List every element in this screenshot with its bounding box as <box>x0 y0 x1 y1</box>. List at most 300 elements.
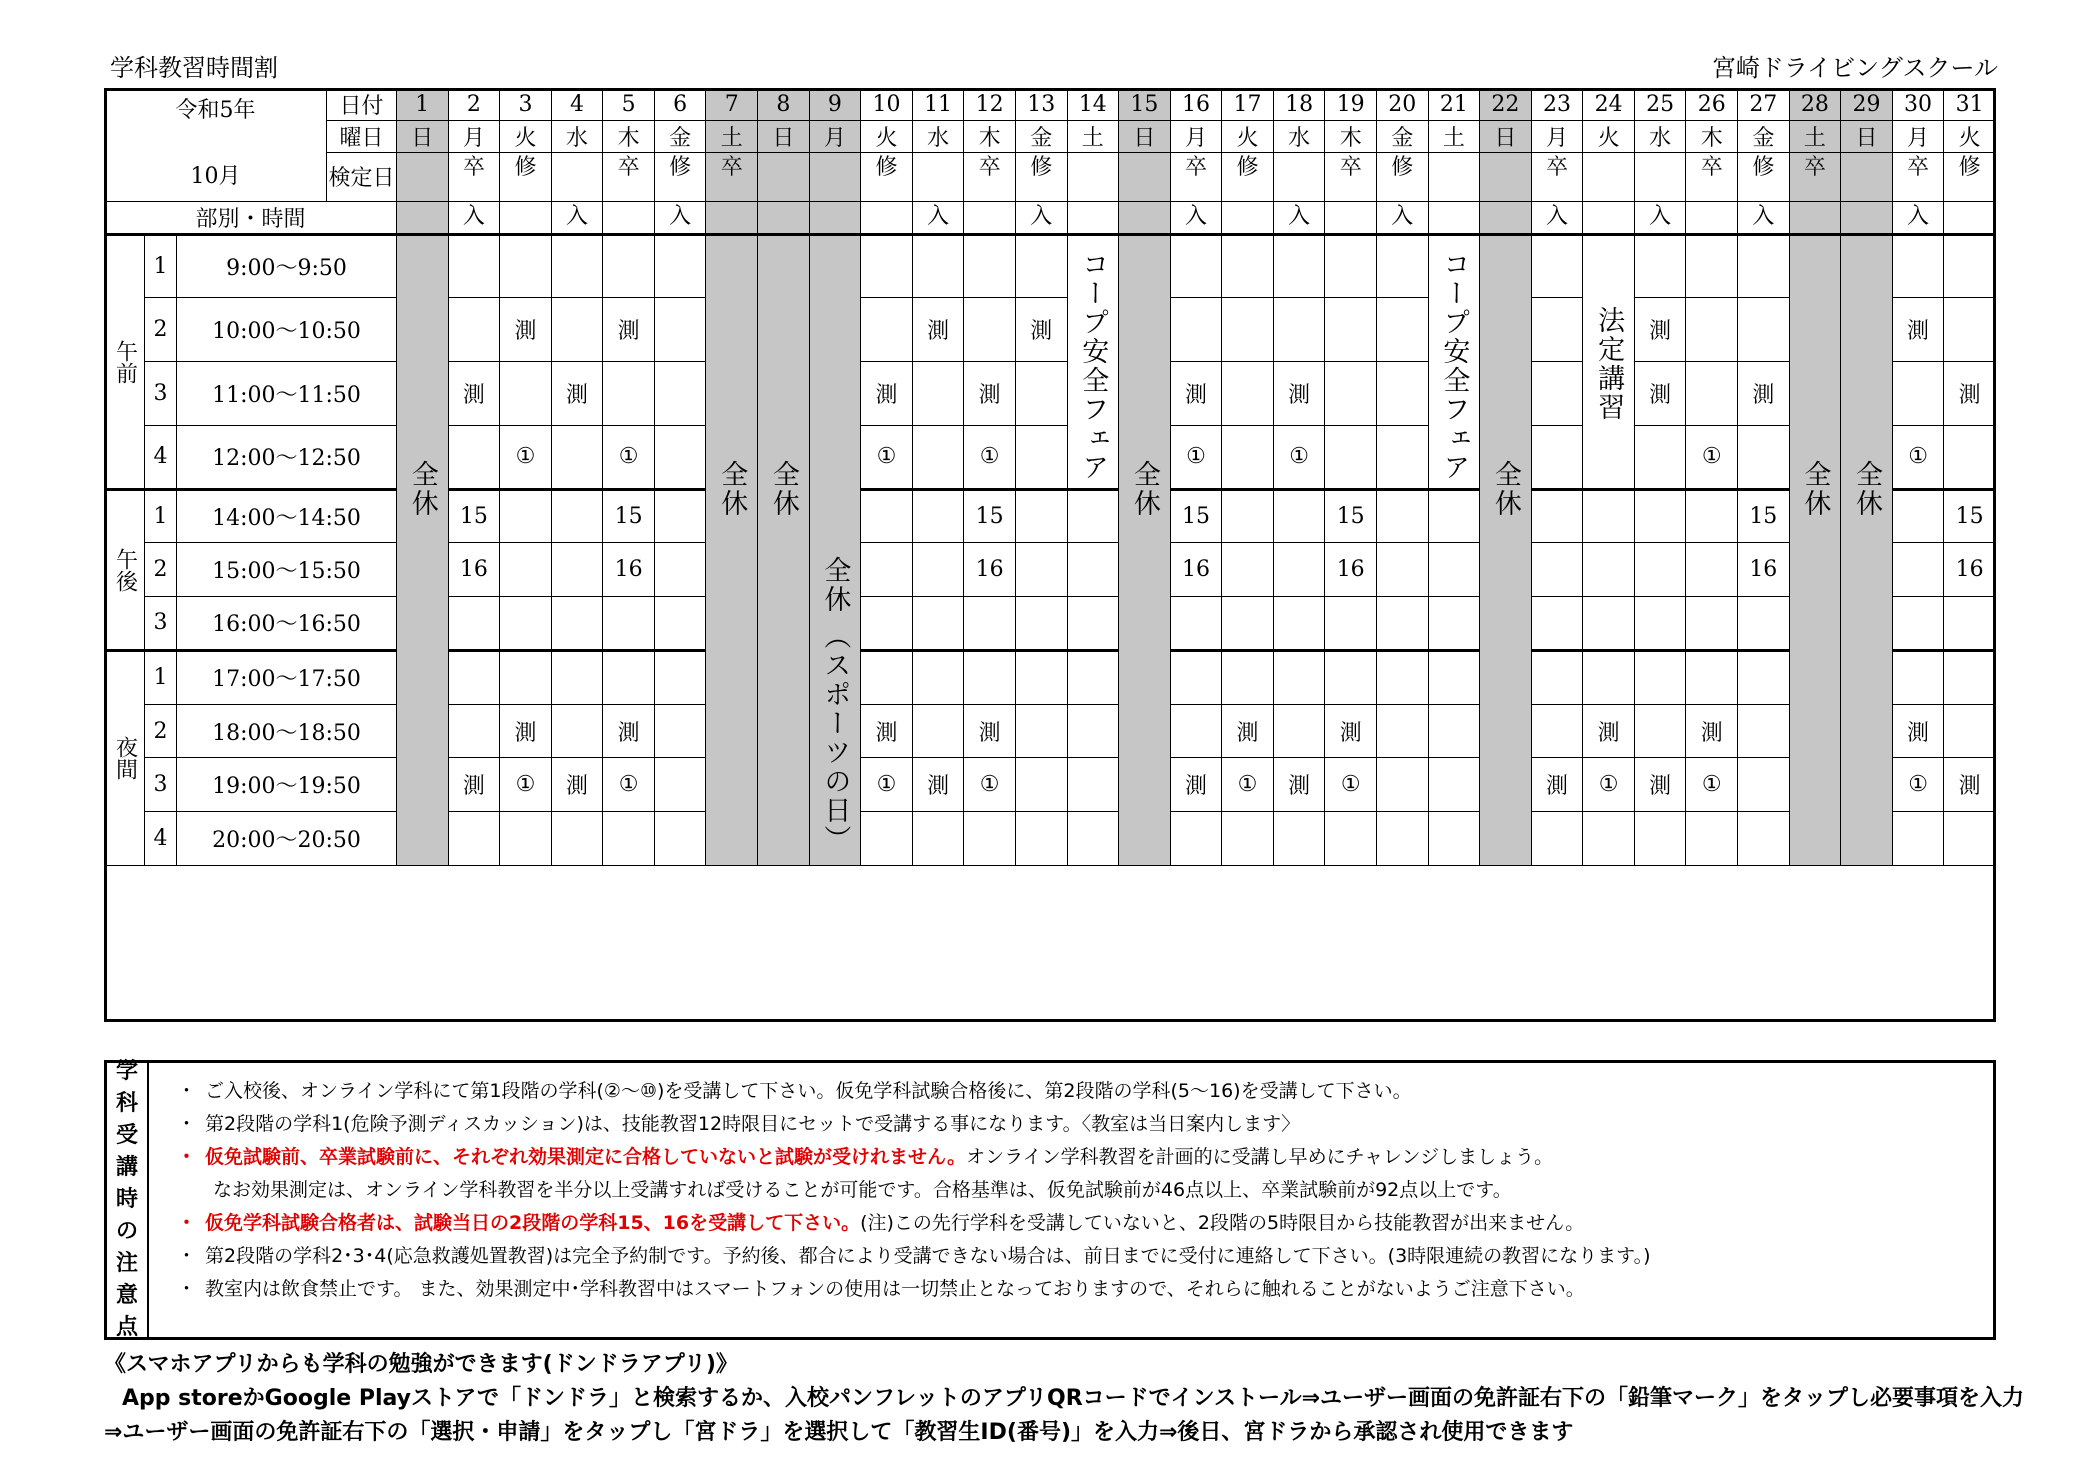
lesson-cell: 測 <box>1634 298 1686 362</box>
day-number: 18 <box>1273 89 1325 121</box>
lesson-cell <box>1892 362 1944 426</box>
lesson-cell <box>1944 597 1996 651</box>
lesson-cell <box>1170 298 1222 362</box>
lesson-cell: 測 <box>964 704 1016 758</box>
lesson-cell <box>500 362 552 426</box>
lesson-cell <box>603 234 655 298</box>
lesson-cell: 測 <box>500 298 552 362</box>
lesson-cell <box>1428 704 1480 758</box>
lesson-cell <box>861 597 913 651</box>
exam-mark-top: 卒 <box>964 153 1016 202</box>
lesson-cell <box>1170 234 1222 298</box>
lesson-cell <box>1015 650 1067 704</box>
lesson-cell <box>603 362 655 426</box>
lesson-cell: ① <box>964 758 1016 812</box>
lesson-cell <box>654 812 706 866</box>
lesson-cell <box>1634 425 1686 489</box>
note-item: なお効果測定は、オンライン学科教習を半分以上受講すれば受けることが可能です。合格基準は、仮免試験前が46点以上、卒業試験前が92点以上です。 <box>213 1179 1512 1201</box>
lesson-cell: 測 <box>551 758 603 812</box>
lesson-cell: 15 <box>603 489 655 543</box>
lesson-cell <box>1376 812 1428 866</box>
lesson-cell <box>1015 425 1067 489</box>
weekday: 水 <box>551 121 603 153</box>
lesson-cell: 測 <box>1583 704 1635 758</box>
lesson-cell <box>1531 425 1583 489</box>
lesson-cell: 測 <box>912 298 964 362</box>
exam-mark-top <box>397 153 449 202</box>
lesson-cell <box>912 704 964 758</box>
coop-fair-column <box>1067 234 1119 489</box>
lesson-cell <box>1738 650 1790 704</box>
note-item: ・ 教室内は飲食禁止です。 また、効果測定中･学科教習中はスマートフォンの使用は一切禁止となっておりますので、それらに触れることがないようご注意下さい。 <box>177 1278 1585 1300</box>
lesson-cell <box>1376 597 1428 651</box>
day-number: 26 <box>1686 89 1738 121</box>
notes-side-char: 注 <box>115 1251 138 1276</box>
lesson-cell <box>1892 650 1944 704</box>
lesson-cell <box>654 362 706 426</box>
lesson-cell <box>1015 758 1067 812</box>
lesson-cell: ① <box>1892 425 1944 489</box>
lesson-cell <box>1222 425 1274 489</box>
lesson-cell <box>1376 298 1428 362</box>
lesson-cell <box>1686 543 1738 597</box>
exam-mark-bottom: 入 <box>1892 201 1944 234</box>
weekday: 金 <box>1376 121 1428 153</box>
lesson-cell: 16 <box>1170 543 1222 597</box>
lesson-cell <box>1376 704 1428 758</box>
lesson-cell <box>861 298 913 362</box>
lesson-cell <box>1015 489 1067 543</box>
note-item: ・ 仮免学科試験合格者は、試験当日の2段階の学科15、16を受講して下さい。(注)この先行学科を受講していないと、2段階の5時限目から技能教習が出来ません。 <box>177 1212 1585 1234</box>
legal-course-label: 法定講習 <box>1593 305 1625 422</box>
holiday-column <box>1841 234 1893 866</box>
lesson-cell <box>1531 812 1583 866</box>
notes-side-char: 科 <box>115 1091 138 1116</box>
lesson-cell: ① <box>1170 425 1222 489</box>
exam-mark-top: 修 <box>1222 153 1274 202</box>
weekday: 土 <box>1067 121 1119 153</box>
lesson-cell <box>1686 298 1738 362</box>
app-line-2: ⇒ユーザー画面の免許証右下の「選択・申請」をタップし「宮ドラ」を選択して「教習生ID(番号)」を入力⇒後日、宮ドラから承認され使用できます <box>104 1420 1574 1445</box>
exam-mark-top: 卒 <box>706 153 758 202</box>
holiday-label: 全休 <box>1489 460 1521 519</box>
exam-mark-bottom <box>809 201 861 234</box>
holiday-label: 全休 <box>716 460 748 519</box>
lesson-cell: 15 <box>1738 489 1790 543</box>
lesson-cell <box>654 425 706 489</box>
weekday: 日 <box>1841 121 1893 153</box>
holiday-column <box>1480 234 1532 866</box>
exam-mark-top: 卒 <box>448 153 500 202</box>
period-number: 4 <box>145 425 177 489</box>
lesson-cell <box>1634 812 1686 866</box>
lesson-cell <box>500 234 552 298</box>
weekday: 土 <box>706 121 758 153</box>
lesson-cell <box>1634 234 1686 298</box>
holiday-label: 全休 <box>767 460 799 519</box>
exam-mark-top: 修 <box>654 153 706 202</box>
exam-mark-top <box>551 153 603 202</box>
exam-mark-top: 修 <box>1376 153 1428 202</box>
weekday: 木 <box>964 121 1016 153</box>
lesson-cell: 測 <box>1892 298 1944 362</box>
period-number: 3 <box>145 597 177 651</box>
lesson-cell <box>861 650 913 704</box>
lesson-cell: 測 <box>448 758 500 812</box>
label-weekday: 曜日 <box>327 121 397 153</box>
notes-side-char: 受 <box>115 1123 138 1148</box>
weekday: 木 <box>603 121 655 153</box>
weekday: 日 <box>1480 121 1532 153</box>
notes-box <box>104 1060 1996 1340</box>
day-number: 22 <box>1480 89 1532 121</box>
lesson-cell <box>1067 704 1119 758</box>
lesson-cell: 測 <box>1634 362 1686 426</box>
lesson-cell <box>1738 298 1790 362</box>
holiday-label: 全休 <box>1128 460 1160 519</box>
period-time: 12:00～12:50 <box>177 425 397 489</box>
lesson-cell <box>448 812 500 866</box>
lesson-cell <box>448 704 500 758</box>
lesson-cell <box>1170 704 1222 758</box>
lesson-cell <box>654 758 706 812</box>
lesson-cell <box>551 543 603 597</box>
lesson-cell <box>912 650 964 704</box>
lesson-cell <box>1273 597 1325 651</box>
lesson-cell <box>1428 758 1480 812</box>
holiday-label: 全休 <box>819 556 851 615</box>
lesson-cell <box>1944 812 1996 866</box>
lesson-cell <box>1273 812 1325 866</box>
weekday: 土 <box>1789 121 1841 153</box>
exam-mark-bottom <box>397 201 449 234</box>
lesson-cell <box>1067 543 1119 597</box>
exam-mark-bottom <box>964 201 1016 234</box>
lesson-cell <box>1583 543 1635 597</box>
lesson-cell <box>1222 597 1274 651</box>
notes-side-char: 意 <box>115 1283 138 1308</box>
day-number: 17 <box>1222 89 1274 121</box>
day-number: 21 <box>1428 89 1480 121</box>
lesson-cell <box>500 543 552 597</box>
lesson-cell <box>1222 543 1274 597</box>
lesson-cell <box>1583 489 1635 543</box>
holiday-column <box>809 234 861 866</box>
lesson-cell <box>1376 234 1428 298</box>
day-number: 23 <box>1531 89 1583 121</box>
lesson-cell: 測 <box>1892 704 1944 758</box>
lesson-cell: 測 <box>1325 704 1377 758</box>
weekday: 金 <box>1015 121 1067 153</box>
lesson-cell: 15 <box>964 489 1016 543</box>
exam-mark-bottom: 入 <box>1738 201 1790 234</box>
lesson-cell <box>1583 597 1635 651</box>
coop-fair-label: コープ安全フェア <box>1077 249 1109 482</box>
exam-mark-bottom <box>1944 201 1996 234</box>
lesson-cell <box>1222 298 1274 362</box>
lesson-cell: ① <box>861 425 913 489</box>
lesson-cell <box>912 362 964 426</box>
lesson-cell <box>1067 650 1119 704</box>
lesson-cell <box>1015 812 1067 866</box>
lesson-cell <box>1531 597 1583 651</box>
lesson-cell <box>1376 758 1428 812</box>
lesson-cell <box>912 812 964 866</box>
exam-mark-top: 修 <box>861 153 913 202</box>
lesson-cell <box>964 650 1016 704</box>
day-number: 9 <box>809 89 861 121</box>
period-number: 1 <box>145 489 177 543</box>
notes-list <box>177 1075 1983 1306</box>
lesson-cell <box>1273 234 1325 298</box>
section-label: 午後 <box>105 489 145 650</box>
holiday-label: 全休 <box>406 460 438 519</box>
weekday: 火 <box>1583 121 1635 153</box>
weekday: 土 <box>1428 121 1480 153</box>
exam-mark-bottom: 入 <box>1170 201 1222 234</box>
exam-mark-top: 修 <box>1015 153 1067 202</box>
lesson-cell: ① <box>964 425 1016 489</box>
lesson-cell <box>500 812 552 866</box>
day-number: 15 <box>1119 89 1171 121</box>
lesson-cell: 測 <box>1531 758 1583 812</box>
notes-side-char: 講 <box>115 1155 138 1180</box>
lesson-cell <box>1325 650 1377 704</box>
lesson-cell <box>964 234 1016 298</box>
lesson-cell <box>1686 234 1738 298</box>
notes-side-char: の <box>115 1219 138 1244</box>
lesson-cell <box>1428 543 1480 597</box>
lesson-cell <box>912 489 964 543</box>
lesson-cell <box>1531 234 1583 298</box>
exam-mark-bottom <box>861 201 913 234</box>
lesson-cell <box>1273 298 1325 362</box>
lesson-cell <box>1325 812 1377 866</box>
lesson-cell <box>1686 489 1738 543</box>
exam-mark-top <box>1067 153 1119 202</box>
lesson-cell <box>912 597 964 651</box>
lesson-cell: 15 <box>448 489 500 543</box>
lesson-cell: ① <box>603 758 655 812</box>
page-title: 学科教習時間割 <box>110 54 278 82</box>
timetable <box>104 88 1996 866</box>
day-number: 28 <box>1789 89 1841 121</box>
lesson-cell: 測 <box>1944 758 1996 812</box>
lesson-cell <box>1015 597 1067 651</box>
day-number: 24 <box>1583 89 1635 121</box>
lesson-cell <box>1015 704 1067 758</box>
lesson-cell <box>1738 597 1790 651</box>
lesson-cell: 測 <box>603 298 655 362</box>
lesson-cell: ① <box>1325 758 1377 812</box>
lesson-cell <box>912 543 964 597</box>
period-number: 1 <box>145 650 177 704</box>
weekday: 火 <box>861 121 913 153</box>
weekday: 月 <box>809 121 861 153</box>
lesson-cell <box>1325 298 1377 362</box>
weekday: 月 <box>1892 121 1944 153</box>
weekday: 月 <box>1170 121 1222 153</box>
lesson-cell: 15 <box>1944 489 1996 543</box>
lesson-cell: 15 <box>1325 489 1377 543</box>
school-name: 宮崎ドライビングスクール <box>1711 54 1998 82</box>
exam-mark-bottom: 入 <box>1531 201 1583 234</box>
lesson-cell: 16 <box>448 543 500 597</box>
lesson-cell <box>1686 597 1738 651</box>
lesson-cell <box>551 298 603 362</box>
period-number: 3 <box>145 362 177 426</box>
lesson-cell: 測 <box>912 758 964 812</box>
month-label: 10月 <box>105 153 327 202</box>
weekday: 水 <box>912 121 964 153</box>
lesson-cell <box>1892 812 1944 866</box>
weekday: 火 <box>1222 121 1274 153</box>
lesson-cell: 16 <box>1944 543 1996 597</box>
lesson-cell: ① <box>1892 758 1944 812</box>
lesson-cell <box>500 489 552 543</box>
lesson-cell <box>1738 758 1790 812</box>
lesson-cell <box>861 489 913 543</box>
lesson-cell <box>1738 704 1790 758</box>
lesson-cell <box>964 812 1016 866</box>
day-number: 27 <box>1738 89 1790 121</box>
note-item: ・ 第2段階の学科2･3･4(応急救護処置教習)は完全予約制です。予約後、都合により受講できない場合は、前日までに受付に連絡して下さい。(3時限連続の教習になります。) <box>177 1245 1651 1267</box>
lesson-cell <box>1738 425 1790 489</box>
lesson-cell <box>1892 543 1944 597</box>
lesson-cell <box>1170 597 1222 651</box>
lesson-cell <box>964 597 1016 651</box>
lesson-cell <box>1067 489 1119 543</box>
lesson-cell <box>912 234 964 298</box>
day-number: 19 <box>1325 89 1377 121</box>
lesson-cell: 測 <box>861 704 913 758</box>
weekday: 火 <box>1944 121 1996 153</box>
lesson-cell <box>1170 812 1222 866</box>
holiday-column <box>1789 234 1841 866</box>
day-number: 12 <box>964 89 1016 121</box>
notes-side-char: 点 <box>115 1315 138 1340</box>
period-number: 2 <box>145 704 177 758</box>
lesson-cell <box>1531 489 1583 543</box>
lesson-cell <box>448 650 500 704</box>
exam-mark-top <box>1119 153 1171 202</box>
day-number: 20 <box>1376 89 1428 121</box>
lesson-cell: ① <box>861 758 913 812</box>
exam-mark-bottom <box>1067 201 1119 234</box>
exam-mark-bottom <box>500 201 552 234</box>
lesson-cell <box>551 704 603 758</box>
lesson-cell: 16 <box>964 543 1016 597</box>
lesson-cell <box>861 543 913 597</box>
exam-mark-bottom <box>1686 201 1738 234</box>
day-number: 2 <box>448 89 500 121</box>
period-time: 19:00～19:50 <box>177 758 397 812</box>
lesson-cell <box>1738 234 1790 298</box>
lesson-cell: 測 <box>1738 362 1790 426</box>
lesson-cell: 測 <box>1944 362 1996 426</box>
lesson-cell <box>861 812 913 866</box>
lesson-cell: ① <box>1222 758 1274 812</box>
lesson-cell: ① <box>500 758 552 812</box>
lesson-cell <box>1273 650 1325 704</box>
period-time: 14:00～14:50 <box>177 489 397 543</box>
day-number: 13 <box>1015 89 1067 121</box>
lesson-cell <box>964 298 1016 362</box>
day-number: 7 <box>706 89 758 121</box>
lesson-cell <box>1634 543 1686 597</box>
exam-mark-top: 卒 <box>603 153 655 202</box>
lesson-cell <box>1067 812 1119 866</box>
lesson-cell <box>603 597 655 651</box>
lesson-cell <box>1015 543 1067 597</box>
label-date: 日付 <box>327 89 397 121</box>
lesson-cell: 測 <box>1634 758 1686 812</box>
lesson-cell <box>1531 362 1583 426</box>
lesson-cell <box>603 812 655 866</box>
coop-fair-label: コープ安全フェア <box>1438 249 1470 482</box>
lesson-cell <box>1376 650 1428 704</box>
lesson-cell <box>1325 362 1377 426</box>
period-number: 2 <box>145 298 177 362</box>
exam-mark-bottom: 入 <box>551 201 603 234</box>
lesson-cell: 15 <box>1170 489 1222 543</box>
lesson-cell: ① <box>1583 758 1635 812</box>
exam-mark-bottom <box>706 201 758 234</box>
lesson-cell <box>1583 650 1635 704</box>
lesson-cell: 測 <box>1170 758 1222 812</box>
lesson-cell <box>1273 704 1325 758</box>
exam-mark-top: 卒 <box>1686 153 1738 202</box>
lesson-cell <box>448 234 500 298</box>
lesson-cell <box>654 234 706 298</box>
weekday: 金 <box>1738 121 1790 153</box>
lesson-cell <box>551 489 603 543</box>
lesson-cell <box>603 650 655 704</box>
lesson-cell: 測 <box>1015 298 1067 362</box>
lesson-cell: 16 <box>1325 543 1377 597</box>
lesson-cell: ① <box>1273 425 1325 489</box>
lesson-cell <box>654 597 706 651</box>
weekday: 水 <box>1634 121 1686 153</box>
lesson-cell <box>1634 704 1686 758</box>
exam-mark-top <box>1583 153 1635 202</box>
lesson-cell <box>1273 543 1325 597</box>
exam-mark-bottom: 入 <box>1376 201 1428 234</box>
lesson-cell <box>1170 650 1222 704</box>
lesson-cell <box>1944 425 1996 489</box>
lesson-cell: 測 <box>1273 758 1325 812</box>
day-number: 14 <box>1067 89 1119 121</box>
exam-mark-bottom <box>1583 201 1635 234</box>
lesson-cell <box>1892 489 1944 543</box>
lesson-cell <box>1376 425 1428 489</box>
lesson-cell <box>448 425 500 489</box>
exam-mark-bottom: 入 <box>1273 201 1325 234</box>
exam-mark-bottom: 入 <box>912 201 964 234</box>
lesson-cell <box>1222 650 1274 704</box>
lesson-cell <box>1738 812 1790 866</box>
lesson-cell <box>1944 704 1996 758</box>
weekday: 木 <box>1686 121 1738 153</box>
period-time: 11:00～11:50 <box>177 362 397 426</box>
lesson-cell <box>1686 362 1738 426</box>
exam-mark-top <box>809 153 861 202</box>
exam-mark-bottom <box>1325 201 1377 234</box>
period-time: 17:00～17:50 <box>177 650 397 704</box>
lesson-cell <box>551 597 603 651</box>
lesson-cell: 測 <box>1273 362 1325 426</box>
lesson-cell: 測 <box>551 362 603 426</box>
